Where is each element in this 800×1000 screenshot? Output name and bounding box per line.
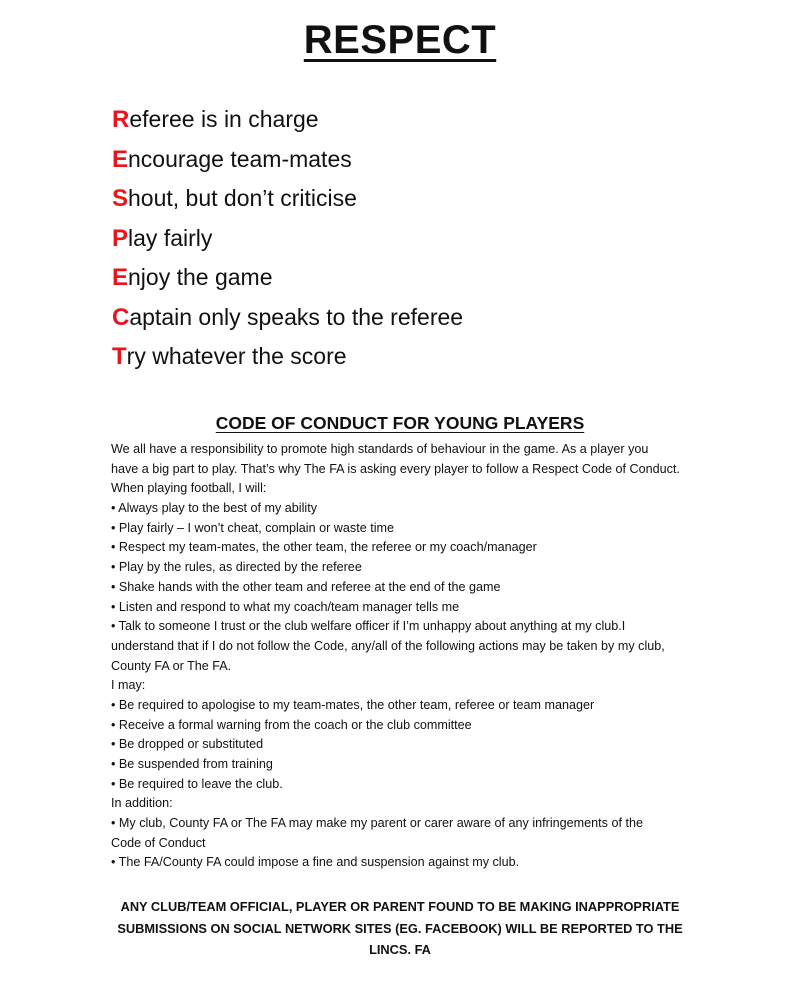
paragraph-line: have a big part to play. That’s why The FA is asking every player to follow a Respect Code of Conduct.	[111, 461, 680, 476]
acronym-item	[112, 258, 463, 298]
acronym-item	[112, 219, 463, 259]
acronym-text: ncourage team-mates	[128, 145, 352, 172]
respect-acronym-list	[112, 100, 463, 377]
bullet-item: • Shake hands with the other team and referee at the end of the game	[111, 579, 501, 594]
bullet-item: • Be required to apologise to my team-mates, the other team, referee or team manager	[111, 697, 595, 712]
bullet-item: • Play fairly – I won’t cheat, complain or waste time	[111, 520, 394, 535]
acronym-text: ry whatever the score	[126, 343, 347, 369]
bullet-item: • Listen and respond to what my coach/team manager tells me	[111, 599, 460, 614]
bullet-item: • Talk to someone I trust or the club welfare officer if I’m unhappy about anything at my club.I	[111, 619, 626, 634]
bullet-item: • Be required to leave the club.	[111, 776, 283, 791]
bullet-item: • Be dropped or substituted	[111, 737, 264, 752]
code-of-conduct-heading: CODE OF CONDUCT FOR YOUNG PLAYERS	[215, 413, 585, 433]
bullet-item: • My club, County FA or The FA may make my parent or carer aware of any infringements of the	[111, 816, 643, 831]
footer-line: SUBMISSIONS ON SOCIAL NETWORK SITES (EG. FACEBOOK) WILL BE REPORTED TO THE	[117, 920, 683, 936]
acronym-text: lay fairly	[128, 224, 213, 251]
acronym-letter: E	[112, 264, 129, 291]
acronym-text: aptain only speaks to the referee	[129, 303, 464, 330]
acronym-letter: P	[112, 224, 129, 252]
acronym-item	[112, 298, 463, 338]
page-title	[0, 18, 800, 63]
bullet-item: • Receive a formal warning from the coach or the club committee	[111, 717, 472, 732]
acronym-letter: E	[112, 145, 129, 173]
acronym-text: eferee is in charge	[129, 106, 319, 132]
acronym-letter: T	[112, 343, 127, 370]
acronym-item	[112, 140, 463, 180]
footer-line: ANY CLUB/TEAM OFFICIAL, PLAYER OR PARENT FOUND TO BE MAKING INAPPROPRIATE	[120, 899, 680, 914]
paragraph-line: I may:	[111, 678, 146, 693]
bullet-item: • Respect my team-mates, the other team, the referee or my coach/manager	[111, 540, 537, 555]
paragraph-line: In addition:	[111, 796, 173, 811]
bullet-item: • The FA/County FA could impose a fine and suspension against my club.	[111, 855, 520, 870]
acronym-text: njoy the game	[128, 264, 273, 290]
acronym-letter: R	[112, 106, 130, 133]
acronym-letter: C	[112, 303, 130, 331]
footer-warning	[100, 896, 700, 961]
paragraph-line: understand that if I do not follow the Code, any/all of the following actions may be taken by my club,	[111, 638, 665, 653]
paragraph-line: We all have a responsibility to promote high standards of behaviour in the game. As a player you	[111, 442, 649, 456]
footer-line: LINCS. FA	[369, 942, 431, 957]
bullet-item: • Always play to the best of my ability	[111, 501, 318, 516]
code-of-conduct-body	[111, 440, 711, 873]
bullet-item: • Play by the rules, as directed by the referee	[111, 560, 362, 575]
acronym-letter: S	[112, 185, 129, 212]
page-title-text: RESPECT	[303, 18, 497, 62]
paragraph-line: County FA or The FA.	[111, 658, 232, 673]
acronym-item	[112, 337, 463, 377]
acronym-text: hout, but don’t criticise	[128, 185, 357, 211]
paragraph-line: When playing football, I will:	[111, 481, 267, 496]
acronym-item	[112, 100, 463, 140]
acronym-item	[112, 179, 463, 219]
bullet-item: • Be suspended from training	[111, 757, 273, 771]
paragraph-line: Code of Conduct	[111, 835, 206, 850]
